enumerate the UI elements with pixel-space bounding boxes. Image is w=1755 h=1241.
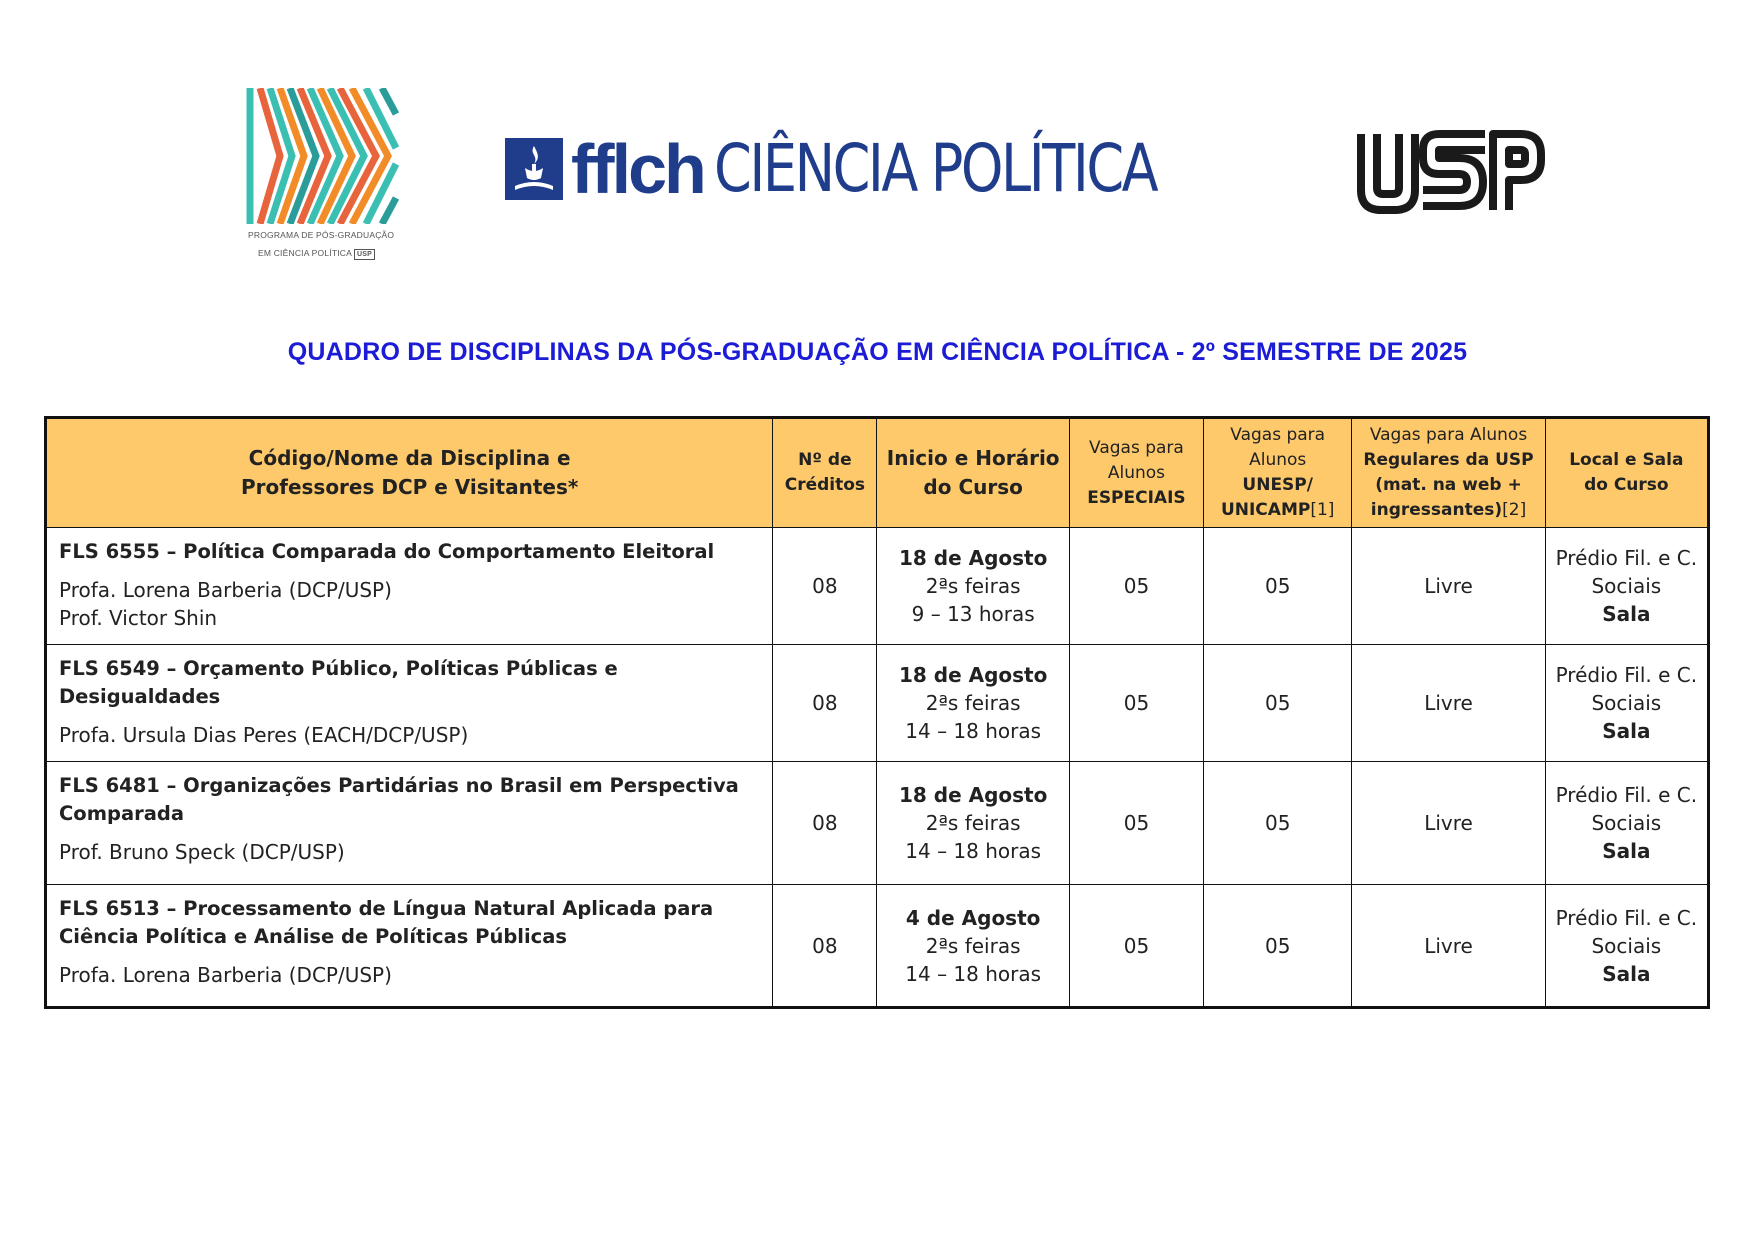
disciplines-table [44,416,1710,1009]
room: Sala [1602,839,1651,863]
regular-seats-cell: Livre [1352,762,1545,885]
start-date: 4 de Agosto [905,905,1041,930]
professor: Prof. Victor Shin [59,606,218,630]
regular-seats-cell: Livre [1352,528,1545,645]
fflch-brand-text: fflch [571,130,704,208]
unesp-seats-cell: 05 [1204,528,1352,645]
program-logo-caption-text: EM CIÊNCIA POLÍTICA [258,248,353,258]
unesp-seats-cell: 05 [1204,885,1352,1008]
col-header-special [1069,418,1203,528]
location-cell [1545,762,1708,885]
room: Sala [1602,961,1651,986]
table-row [46,528,1709,645]
col-header-unesp-line4: UNICAMP [1220,500,1311,520]
weekday: 2ªs feiras [925,574,1021,598]
program-logo-caption-line2 [246,246,402,260]
table-row [46,762,1709,885]
col-header-local-line1: Local e Sala [1569,450,1684,470]
fflch-emblem-icon [505,138,563,200]
col-header-regular-line2: Regulares da USP [1363,450,1534,470]
program-logo-caption-line1: PROGRAMA DE PÓS-GRADUAÇÃO [248,230,395,240]
program-logo-chevron-art [246,88,400,224]
special-seats-cell: 05 [1069,645,1203,762]
location-line1: Prédio Fil. e C. [1555,546,1698,570]
room: Sala [1602,719,1651,743]
course-title: FLS 6513 – Processamento de Língua Natural Aplicada para Ciência Política e Análise de Políticas Públicas [59,897,714,948]
hours: 14 – 18 horas [905,961,1042,986]
start-date: 18 de Agosto [898,546,1048,570]
col-header-local [1545,418,1708,528]
col-header-unesp-line2: Alunos [1249,450,1307,470]
col-header-schedule-line1: Inicio e Horário [886,446,1060,470]
program-logo [246,88,402,260]
col-header-schedule [877,418,1069,528]
course-cell [46,762,773,885]
location-line2: Sociais [1591,811,1662,835]
start-date: 18 de Agosto [898,783,1048,807]
course-cell [46,528,773,645]
col-header-special-line1: Vagas para [1089,437,1184,458]
col-header-credits [773,418,877,528]
course-title: FLS 6481 – Organizações Partidárias no Brasil em Perspectiva Comparada [59,774,739,825]
special-seats-cell: 05 [1069,528,1203,645]
start-date: 18 de Agosto [898,663,1048,687]
location-line1: Prédio Fil. e C. [1555,905,1698,930]
table-row [46,885,1709,1008]
col-header-name-line2: Professores DCP e Visitantes* [240,475,579,499]
schedule-cell [877,885,1069,1008]
program-logo-usp-badge: USP [354,249,375,260]
unesp-seats-cell: 05 [1204,762,1352,885]
weekday: 2ªs feiras [925,811,1021,835]
table-row [46,645,1709,762]
credits-cell: 08 [773,885,877,1008]
special-seats-cell: 05 [1069,762,1203,885]
special-seats-cell: 05 [1069,885,1203,1008]
col-header-regular-line4: ingressantes) [1370,500,1503,520]
fflch-logo [505,130,1253,208]
course-title: FLS 6555 – Política Comparada do Comportamento Eleitoral [59,540,715,563]
location-line1: Prédio Fil. e C. [1555,663,1698,687]
col-header-special-line3: ESPECIAIS [1087,487,1186,508]
course-cell [46,885,773,1008]
col-header-credits-line1: Nº de [798,450,852,470]
col-header-schedule-line2: do Curso [923,475,1023,499]
schedule-cell [877,645,1069,762]
col-header-unesp [1204,418,1352,528]
col-header-unesp-line3: UNESP/ [1242,475,1313,495]
hours: 14 – 18 horas [905,719,1042,743]
col-header-unesp-line1: Vagas para [1230,425,1326,445]
professor: Prof. Bruno Speck (DCP/USP) [59,840,345,864]
col-header-credits-line2: Créditos [784,475,866,495]
regular-seats-cell: Livre [1352,885,1545,1008]
col-header-regular-line1: Vagas para Alunos [1369,425,1528,445]
hours: 14 – 18 horas [905,839,1042,863]
credits-cell: 08 [773,762,877,885]
schedule-cell [877,528,1069,645]
col-header-local-line2: do Curso [1584,475,1669,495]
footnote-link-2[interactable]: [2] [1502,500,1527,520]
location-cell [1545,885,1708,1008]
regular-seats-cell: Livre [1352,645,1545,762]
course-cell [46,645,773,762]
credits-cell: 08 [773,645,877,762]
fflch-subtitle-text: CIÊNCIA POLÍTICA [713,130,1156,207]
hours: 9 – 13 horas [911,602,1035,626]
schedule-cell [877,762,1069,885]
course-title: FLS 6549 – Orçamento Público, Políticas Públicas e Desigualdades [59,657,618,708]
professor: Profa. Lorena Barberia (DCP/USP) [59,578,392,602]
usp-logo [1355,128,1545,216]
location-cell [1545,528,1708,645]
location-line2: Sociais [1591,933,1662,958]
location-line2: Sociais [1591,691,1662,715]
footnote-link-1[interactable]: [1] [1310,500,1335,520]
col-header-regular [1352,418,1545,528]
professor: Profa. Ursula Dias Peres (EACH/DCP/USP) [59,723,469,747]
location-line2: Sociais [1591,574,1662,598]
col-header-name-line1: Código/Nome da Disciplina e [248,446,571,470]
unesp-seats-cell: 05 [1204,645,1352,762]
professor: Profa. Lorena Barberia (DCP/USP) [59,963,392,987]
location-cell [1545,645,1708,762]
credits-cell: 08 [773,528,877,645]
col-header-regular-line3: (mat. na web + [1375,475,1522,495]
page-title: QUADRO DE DISCIPLINAS DA PÓS-GRADUAÇÃO EM CIÊNCIA POLÍTICA - 2º SEMESTRE DE 2025 [287,338,1468,366]
weekday: 2ªs feiras [925,691,1021,715]
col-header-name [46,418,773,528]
weekday: 2ªs feiras [925,933,1021,958]
table-header-row [46,418,1709,528]
location-line1: Prédio Fil. e C. [1555,783,1698,807]
room: Sala [1602,602,1651,626]
col-header-special-line2: Alunos [1107,462,1166,483]
